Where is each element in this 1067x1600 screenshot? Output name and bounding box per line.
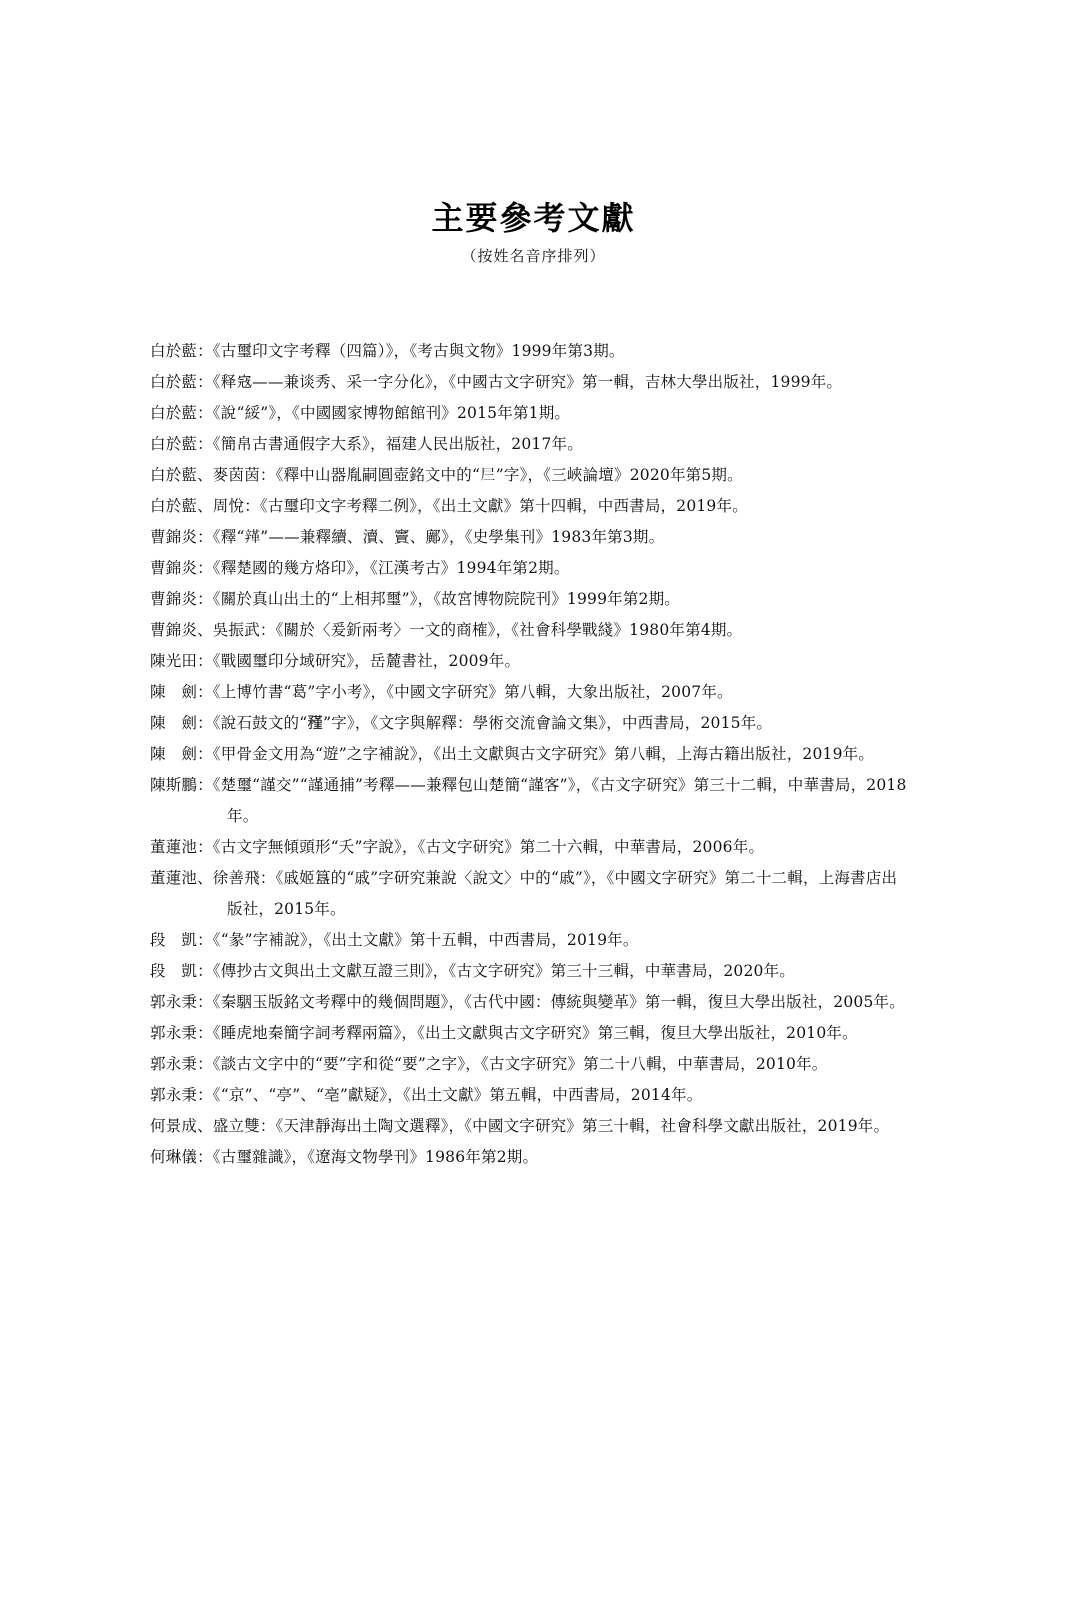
reference-entry: 陳 劍：《上博竹書“葛”字小考》，《中國文字研究》第八輯，大象出版社，2007年。 [150, 683, 733, 701]
reference-entry: 郭永秉：《“京”、“亭”、“亳”獻疑》，《出土文獻》第五輯，中西書局，2014年。 [150, 1086, 703, 1104]
reference-entry: 郭永秉：《睡虎地秦簡字詞考釋兩篇》，《出土文獻與古文字研究》第三輯，復旦大學出版社，2010年。 [150, 1024, 858, 1042]
reference-entry: 白於藍、麥茵茵：《釋中山器胤嗣圓壺銘文中的“𡰥”字》，《三峽論壇》2020年第5期。 [150, 466, 743, 484]
reference-entry: 郭永秉：《秦駰玉版銘文考釋中的幾個問題》，《古代中國：傳統與變革》第一輯，復旦大學出版社，2005年。 [150, 993, 905, 1011]
reference-entry: 白於藍：《古璽印文字考釋（四篇）》，《考古與文物》1999年第3期。 [150, 342, 625, 360]
reference-entry: 段 凱：《傳抄古文與出土文獻互證三則》，《古文字研究》第三十三輯，中華書局，2020年。 [150, 962, 795, 980]
reference-entry: 白於藍：《說“綏”》，《中國國家博物館館刊》2015年第1期。 [150, 404, 571, 422]
reference-entry: 陳光田：《戰國璽印分域研究》，岳麓書社，2009年。 [150, 652, 521, 670]
reference-entry: 陳 劍：《甲骨金文用為“遊”之字補說》，《出土文獻與古文字研究》第八輯，上海古籍出版社，2019年。 [150, 745, 875, 763]
reference-entry: 何景成、盛立雙：《天津靜海出土陶文選釋》，《中國文字研究》第三十輯，社會科學文獻出版社，2019年。 [150, 1117, 890, 1135]
reference-entry: 白於藍、周悅：《古璽印文字考釋二例》，《出土文獻》第十四輯，中西書局，2019年。 [150, 497, 748, 515]
reference-list [150, 336, 910, 1173]
reference-entry: 白於藍：《簡帛古書通假字大系》，福建人民出版社，2017年。 [150, 435, 583, 453]
reference-entry: 段 凱：《“彖”字補說》，《出土文獻》第十五輯，中西書局，2019年。 [150, 931, 639, 949]
reference-entry: 陳 劍：《說石鼓文的“𥎊”字》，《文字與解釋：學術交流會論文集》，中西書局，2015年。 [150, 714, 773, 732]
reference-entry: 董蓮池、徐善飛：《戚姬簋的“戚”字研究兼說〈說文〉中的“戚”》，《中國文字研究》第二十二輯，上海書店出版社，2015年。 [150, 869, 898, 918]
reference-entry: 陳斯鵬：《楚璽“謹交”“謹通捕”考釋——兼釋包山楚簡“謹客”》，《古文字研究》第三十二輯，中華書局，2018年。 [150, 776, 907, 825]
reference-entry: 曹錦炎、吳振武：《關於〈爰釿兩考〉一文的商榷》，《社會科學戰綫》1980年第4期。 [150, 621, 743, 639]
reference-entry: 董蓮池：《古文字無傾頭形“夭”字說》，《古文字研究》第二十六輯，中華書局，2006年。 [150, 838, 765, 856]
reference-entry: 何琳儀：《古璽雜識》，《遼海文物學刊》1986年第2期。 [150, 1148, 539, 1166]
reference-entry: 白於藍：《释𡨥——兼谈秀、采一字分化》，《中國古文字研究》第一輯，吉林大學出版社，1999年。 [150, 373, 843, 391]
reference-entry: 曹錦炎：《釋楚國的幾方烙印》，《江漢考古》1994年第2期。 [150, 559, 570, 577]
reference-entry: 郭永秉：《談古文字中的“要”字和從“要”之字》，《古文字研究》第二十八輯，中華書局，2010年。 [150, 1055, 828, 1073]
page-title: 主要參考文獻 [431, 199, 636, 237]
page-subtitle: （按姓名音序排列） [461, 247, 606, 265]
reference-entry: 曹錦炎：《關於真山出土的“上相邦璽”》，《故宮博物院院刊》1999年第2期。 [150, 590, 681, 608]
reference-entry: 曹錦炎：《釋“𨐥”——兼釋續、瀆、竇、鄺》，《史學集刊》1983年第3期。 [150, 528, 665, 546]
